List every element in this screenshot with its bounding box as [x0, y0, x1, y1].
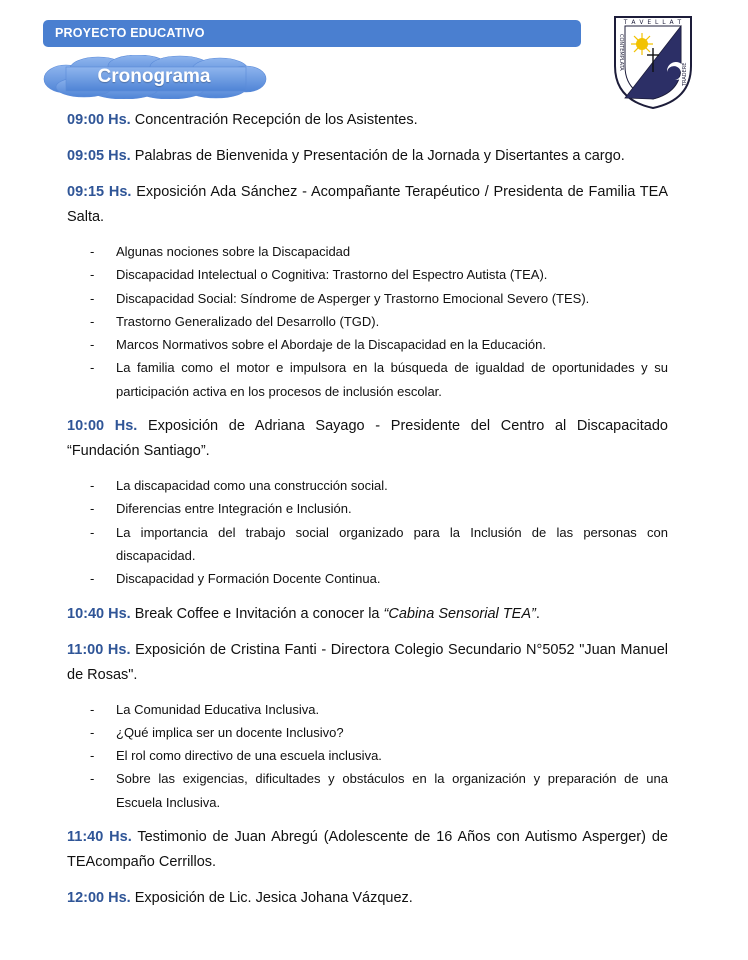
topic-item: - El rol como directivo de una escuela inclusiva.	[90, 748, 382, 764]
schedule	[67, 108, 668, 922]
entry-time: 12:00 Hs.	[67, 890, 131, 907]
entry-time: 09:05 Hs.	[67, 148, 131, 164]
topic-text: Marcos Normativos sobre el Abordaje de la Discapacidad en la Educación.	[116, 337, 546, 353]
school-crest-logo	[612, 14, 694, 110]
entry-time: 11:40 Hs.	[67, 829, 132, 846]
entry-text-end: .	[535, 605, 540, 622]
topic-text: Trastorno Generalizado del Desarrollo (TGD).	[116, 313, 380, 329]
entry-time: 11:00 Hs.	[67, 641, 131, 658]
topic-text: Discapacidad Intelectual o Cognitiva: Trastorno del Espectro Autista (TEA).	[116, 267, 548, 283]
topic-text: ¿Qué implica ser un docente Inclusivo?	[116, 724, 344, 740]
schedule-entry	[67, 180, 668, 230]
topic-text: La discapacidad como una construcción social.	[116, 478, 388, 494]
topic-item: - La importancia del trabajo social organizado para la Inclusión de las personas con discapacidad.	[90, 524, 668, 563]
topic-item: - La discapacidad como una construcción social.	[90, 478, 388, 494]
entry-text: Exposición de Cristina Fanti - Directora Colegio Secundario N°5052 "Juan Manuel de Rosas".	[67, 641, 668, 683]
topic-item: - ¿Qué implica ser un docente Inclusivo?	[90, 724, 344, 740]
entry-text: Exposición de Adriana Sayago - Presidente del Centro al Discapacitado “Fundación Santiago”.	[67, 418, 669, 460]
entry-text: Palabras de Bienvenida y Presentación de la Jornada y Disertantes a cargo.	[134, 148, 625, 164]
schedule-entry	[67, 144, 668, 169]
entry-time: 09:00 Hs.	[67, 112, 131, 128]
schedule-entry	[67, 825, 668, 875]
topic-item: - Discapacidad Intelectual o Cognitiva: Trastorno del Espectro Autista (TEA).	[90, 267, 548, 283]
topic-item: - Algunas nociones sobre la Discapacidad	[90, 244, 351, 259]
section-header-bar	[43, 20, 581, 47]
entry-text: Testimonio de Juan Abregú (Adolescente de 16 Años con Autismo Asperger) de TEAcompaño Cerrillos.	[67, 829, 668, 871]
topic-list	[67, 474, 668, 590]
topic-item: - Discapacidad y Formación Docente Continua.	[90, 571, 381, 587]
svg-text:T A V E L L A T: T A V E L L A T	[623, 19, 683, 26]
entry-time: 10:40 Hs.	[67, 605, 131, 622]
schedule-entry	[67, 108, 668, 133]
schedule-entry	[67, 602, 668, 627]
entry-time: 09:15 Hs.	[67, 184, 132, 200]
entry-text: Exposición de Lic. Jesica Johana Vázquez.	[134, 890, 413, 907]
topic-item: - Discapacidad Social: Síndrome de Asperger y Trastorno Emocional Severo (TES).	[90, 290, 590, 306]
entry-text-italic: “Cabina Sensorial TEA”	[383, 605, 536, 622]
topic-text: El rol como directivo de una escuela inclusiva.	[116, 748, 382, 764]
topic-item: - La Comunidad Educativa Inclusiva.	[90, 701, 320, 717]
schedule-entry	[67, 886, 668, 911]
topic-text: Diferencias entre Integración e Inclusión.	[116, 501, 352, 517]
cloud-title: Cronograma	[97, 66, 211, 87]
schedule-entry	[67, 414, 668, 464]
topic-item: - La familia como el motor e impulsora en la búsqueda de igualdad de oportunidades y su participación activa en los procesos de inclusión escolar.	[90, 360, 668, 399]
entry-text: Break Coffee e Invitación a conocer la	[134, 605, 384, 622]
topic-item: - Marcos Normativos sobre el Abordaje de la Discapacidad en la Educación.	[90, 337, 546, 353]
topic-text: Discapacidad Social: Síndrome de Asperger y Trastorno Emocional Severo (TES).	[116, 290, 590, 306]
svg-text:CONTEMPLATA: CONTEMPLATA	[618, 34, 624, 71]
entry-text: Exposición Ada Sánchez - Acompañante Terapéutico / Presidenta de Familia TEA Salta.	[67, 184, 668, 225]
topic-text: Algunas nociones sobre la Discapacidad	[116, 244, 351, 259]
section-title: PROYECTO EDUCATIVO	[55, 26, 205, 40]
entry-text: Concentración Recepción de los Asistentes.	[134, 112, 418, 128]
topic-text: Discapacidad y Formación Docente Continua.	[116, 571, 381, 587]
topic-text: La familia como el motor e impulsora en la búsqueda de igualdad de oportunidades y su participación activa en los procesos de inclusión escolar.	[116, 360, 668, 399]
schedule-entry	[67, 638, 668, 688]
svg-text:TRADERE: TRADERE	[682, 62, 688, 86]
topic-item: - Trastorno Generalizado del Desarrollo (TGD).	[90, 313, 380, 329]
topic-text: Sobre las exigencias, dificultades y obstáculos en la organización y preparación de una Escuela Inclusiva.	[116, 771, 668, 810]
topic-list	[67, 240, 668, 403]
topic-text: La Comunidad Educativa Inclusiva.	[116, 701, 320, 717]
topic-item: - Diferencias entre Integración e Inclusión.	[90, 501, 352, 517]
topic-text: La importancia del trabajo social organizado para la Inclusión de las personas con discapacidad.	[116, 524, 668, 563]
topic-list	[67, 698, 668, 814]
entry-time: 10:00 Hs.	[67, 418, 138, 435]
topic-item: - Sobre las exigencias, dificultades y obstáculos en la organización y preparación de una Escuela Inclusiva.	[90, 771, 668, 810]
